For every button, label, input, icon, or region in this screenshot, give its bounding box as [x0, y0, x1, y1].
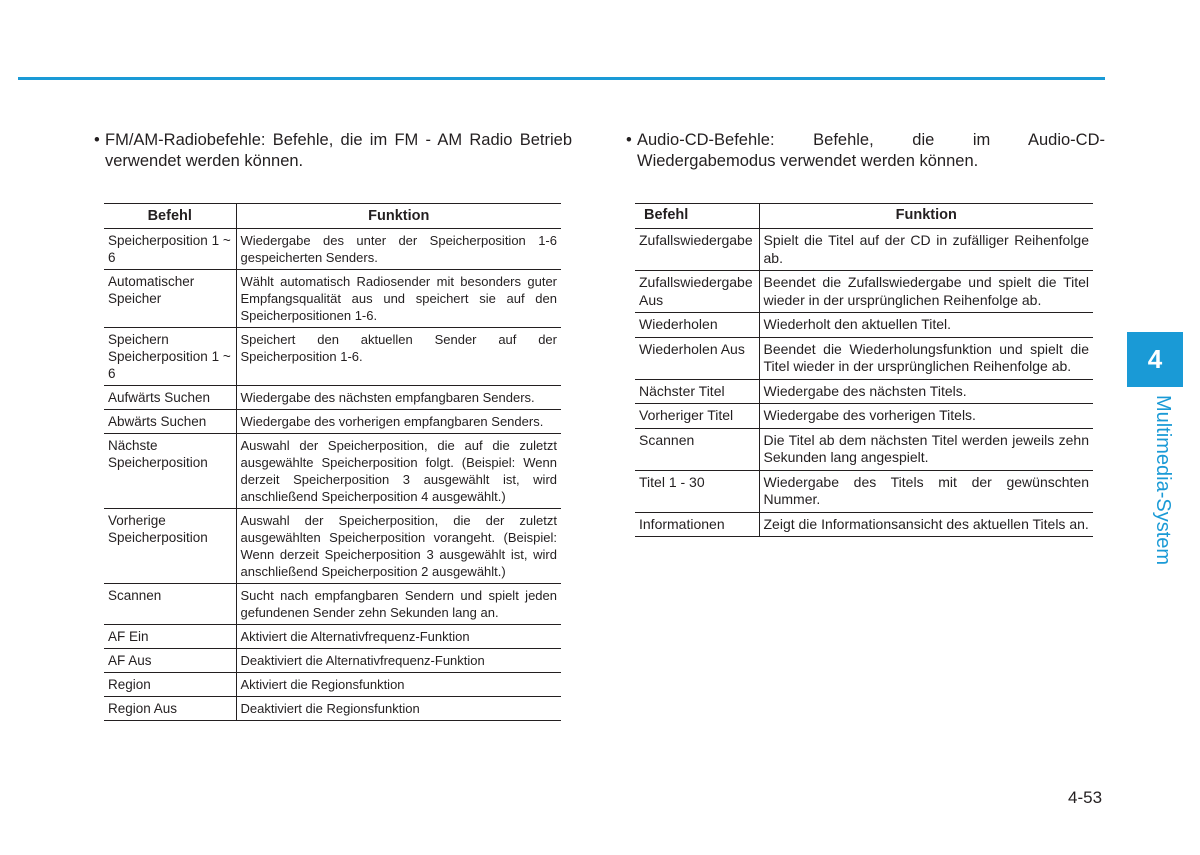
table-row — [635, 404, 1093, 429]
table-row — [104, 386, 561, 410]
table-row — [104, 697, 561, 721]
header-rule — [18, 77, 1105, 80]
command-cell: Speichern Speicherposition 1 ~ 6 — [104, 328, 236, 386]
function-cell: Wiedergabe des unter der Speicherposition 1-6 gespeicherten Senders. — [236, 229, 561, 270]
command-cell: Region — [104, 673, 236, 697]
column-header-befehl: Befehl — [635, 204, 759, 229]
table-row — [104, 270, 561, 328]
table-row — [635, 379, 1093, 404]
command-cell: Aufwärts Suchen — [104, 386, 236, 410]
function-cell: Wählt automatisch Radiosender mit besonders guter Empfangsqualität aus und speichert sie auf den Speicherpositionen 1-6. — [236, 270, 561, 328]
column-header-befehl: Befehl — [104, 204, 236, 229]
function-cell: Spielt die Titel auf der CD in zufälliger Reihenfolge ab. — [759, 229, 1093, 271]
function-cell: Beendet die Zufallswiedergabe und spielt die Titel wieder in der ursprünglichen Reihenfolge ab. — [759, 271, 1093, 313]
command-cell: Zufallswiedergabe — [635, 229, 759, 271]
column-header-funktion: Funktion — [236, 204, 561, 229]
radio-commands-intro — [94, 130, 572, 172]
function-cell: Wiederholt den aktuellen Titel. — [759, 313, 1093, 338]
command-cell: Region Aus — [104, 697, 236, 721]
chapter-title: Multimedia-System — [1152, 395, 1174, 566]
command-cell: Vorherige Speicherposition — [104, 509, 236, 584]
command-cell: AF Ein — [104, 625, 236, 649]
function-cell: Beendet die Wiederholungsfunktion und spielt die Titel wieder in der ursprünglichen Reihenfolge ab. — [759, 337, 1093, 379]
table-row — [104, 673, 561, 697]
table-row — [104, 509, 561, 584]
command-cell: Wiederholen Aus — [635, 337, 759, 379]
function-cell: Speichert den aktuellen Sender auf der Speicherposition 1-6. — [236, 328, 561, 386]
cd-commands-table — [635, 203, 1093, 537]
command-cell: Wiederholen — [635, 313, 759, 338]
table-header-row — [635, 204, 1093, 229]
table-row — [635, 313, 1093, 338]
function-cell: Auswahl der Speicherposition, die auf die zuletzt ausgewählte Speicherposition folgt. (Beispiel: Wenn derzeit Speicherposition 3 ausgewählt ist, wird anschließend Speicherposition 4 ausgewählt.) — [236, 434, 561, 509]
table-row — [104, 584, 561, 625]
bullet-icon: • — [626, 131, 632, 149]
cd-commands-intro — [626, 130, 1105, 172]
table-row — [104, 434, 561, 509]
chapter-number-tab: 4 — [1127, 332, 1183, 387]
radio-commands-table — [104, 203, 561, 721]
function-cell: Wiedergabe des Titels mit der gewünschten Nummer. — [759, 470, 1093, 512]
command-cell: Nächste Speicherposition — [104, 434, 236, 509]
table-header-row — [104, 204, 561, 229]
function-cell: Deaktiviert die Regionsfunktion — [236, 697, 561, 721]
function-cell: Aktiviert die Regionsfunktion — [236, 673, 561, 697]
command-cell: AF Aus — [104, 649, 236, 673]
function-cell: Deaktiviert die Alternativfrequenz-Funktion — [236, 649, 561, 673]
table-row — [635, 337, 1093, 379]
function-cell: Wiedergabe des nächsten empfangbaren Senders. — [236, 386, 561, 410]
column-header-funktion: Funktion — [759, 204, 1093, 229]
command-cell: Informationen — [635, 512, 759, 537]
table-row — [104, 410, 561, 434]
function-cell: Aktiviert die Alternativfrequenz-Funktion — [236, 625, 561, 649]
function-cell: Die Titel ab dem nächsten Titel werden jeweils zehn Sekunden lang angespielt. — [759, 428, 1093, 470]
table-row — [104, 625, 561, 649]
table-row — [635, 271, 1093, 313]
table-row — [635, 512, 1093, 537]
radio-commands-intro-text: FM/AM-Radiobefehle: Befehle, die im FM - AM Radio Betrieb verwendet werden können. — [105, 131, 572, 170]
command-cell: Automatischer Speicher — [104, 270, 236, 328]
table-row — [635, 470, 1093, 512]
table-row — [635, 428, 1093, 470]
function-cell: Zeigt die Informationsansicht des aktuellen Titels an. — [759, 512, 1093, 537]
table-row — [104, 649, 561, 673]
command-cell: Titel 1 - 30 — [635, 470, 759, 512]
command-cell: Speicherposition 1 ~ 6 — [104, 229, 236, 270]
command-cell: Abwärts Suchen — [104, 410, 236, 434]
table-row — [635, 229, 1093, 271]
table-row — [104, 229, 561, 270]
command-cell: Scannen — [635, 428, 759, 470]
command-cell: Nächster Titel — [635, 379, 759, 404]
command-cell: Zufallswiedergabe Aus — [635, 271, 759, 313]
function-cell: Wiedergabe des vorherigen empfangbaren Senders. — [236, 410, 561, 434]
command-cell: Vorheriger Titel — [635, 404, 759, 429]
function-cell: Wiedergabe des nächsten Titels. — [759, 379, 1093, 404]
bullet-icon: • — [94, 131, 100, 149]
page-number: 4-53 — [1068, 788, 1103, 807]
function-cell: Wiedergabe des vorherigen Titels. — [759, 404, 1093, 429]
command-cell: Scannen — [104, 584, 236, 625]
function-cell: Auswahl der Speicherposition, die der zuletzt ausgewählten Speicherposition vorangeht. (Beispiel: Wenn derzeit Speicherposition 3 ausgewählt ist, wird anschließend Speicherposition 2 ausgewählt.) — [236, 509, 561, 584]
cd-commands-intro-text: Audio-CD-Befehle: Befehle, die im Audio-CD-Wiedergabemodus verwendet werden können. — [637, 131, 1105, 170]
table-row — [104, 328, 561, 386]
function-cell: Sucht nach empfangbaren Sendern und spielt jeden gefundenen Sender zehn Sekunden lang an. — [236, 584, 561, 625]
